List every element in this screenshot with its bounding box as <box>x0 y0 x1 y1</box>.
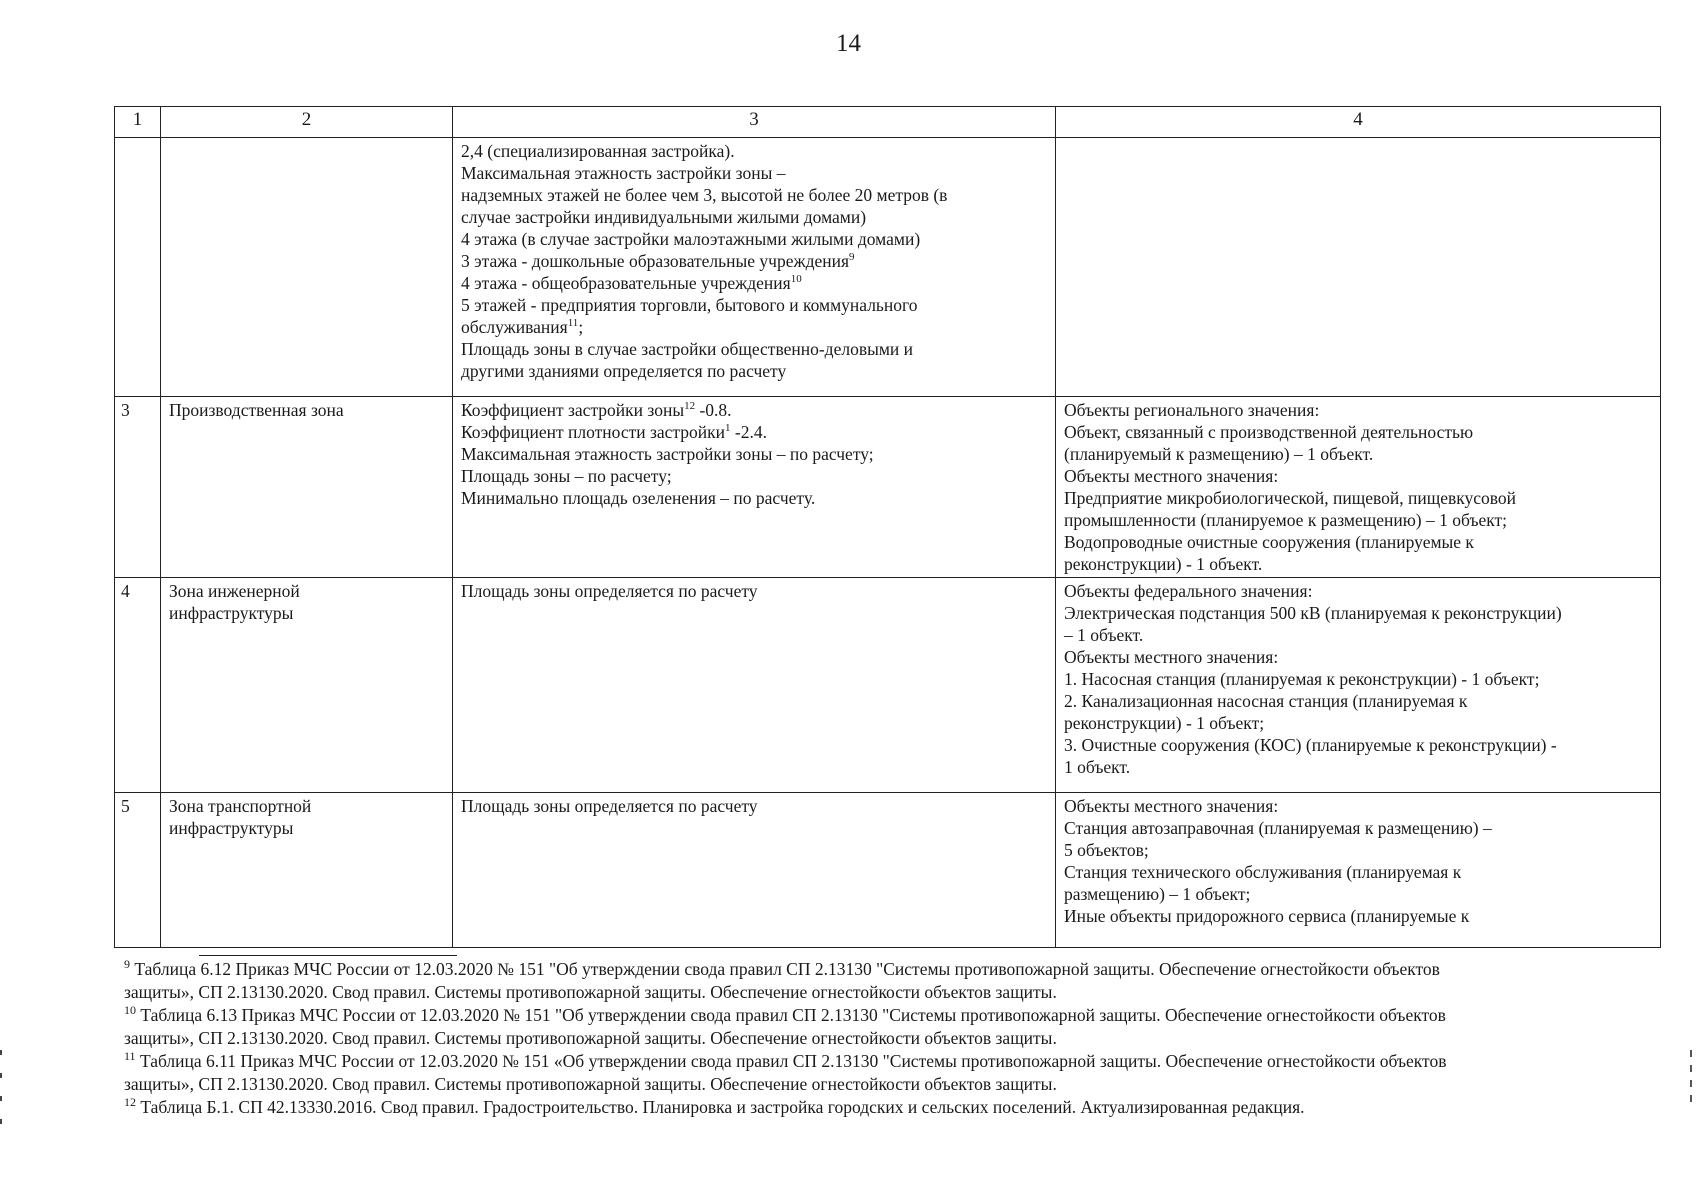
text-line: Минимально площадь озеленения – по расчету. <box>461 488 816 508</box>
text-line: Производственная зона <box>169 400 344 420</box>
footnote-line: защиты», СП 2.13130.2020. Свод правил. Системы противопожарной защиты. Обеспечение огнестойкости объектов защиты. <box>124 982 1057 1002</box>
zone-parameters-cell <box>453 397 1056 578</box>
footnote-line: $^9$ Таблица 6.12 Приказ МЧС России от 12.03.2020 № 151 "Об утверждении свода правил СП 2.13130 "Системы противопожарной защиты. Обеспечение огнестойкости объектов <box>124 957 1440 979</box>
text-line: 3 этажа - дошкольные образовательные учреждения$^9$ <box>461 251 855 271</box>
footnote-line: защиты», СП 2.13130.2020. Свод правил. Системы противопожарной защиты. Обеспечение огнестойкости объектов защиты. <box>124 1074 1057 1094</box>
zone-name-cell <box>161 578 453 793</box>
footnote-reference: 10 <box>790 273 802 286</box>
footnote-separator <box>199 955 457 956</box>
text-line: Объекты местного значения: <box>1064 466 1279 486</box>
planned-objects-cell <box>1056 397 1661 578</box>
footnote-line: защиты», СП 2.13130.2020. Свод правил. Системы противопожарной защиты. Обеспечение огнестойкости объектов защиты. <box>124 1028 1057 1048</box>
text-line: Площадь зоны определяется по расчету <box>461 796 758 816</box>
table-row <box>115 397 1661 578</box>
text-line: обслуживания$^{11}$; <box>461 317 584 337</box>
text-line: 5 этажей - предприятия торговли, бытового и коммунального <box>461 295 918 315</box>
text-line: Площадь зоны определяется по расчету <box>461 581 758 601</box>
text-line: 5 объектов; <box>1064 840 1149 860</box>
text-line: Площадь зоны – по расчету; <box>461 466 672 486</box>
text-line: Зона транспортной <box>169 796 312 816</box>
page-number: 14 <box>836 30 861 57</box>
table-header-row <box>115 107 1661 138</box>
text-line: инфраструктуры <box>169 818 294 838</box>
text-line: Максимальная этажность застройки зоны – по расчету; <box>461 444 874 464</box>
table-row <box>115 793 1661 948</box>
text-line: другими зданиями определяется по расчету <box>461 361 787 381</box>
zone-parameters-cell <box>453 138 1056 397</box>
text-line: Объекты местного значения: <box>1064 647 1279 667</box>
footnote-reference: 12 <box>684 400 696 413</box>
text-line: Станция технического обслуживания (планируемая к <box>1064 862 1462 882</box>
header-cell: 1 <box>115 107 161 138</box>
header-cell: 2 <box>161 107 453 138</box>
text-line: Зона инженерной <box>169 581 300 601</box>
text-line: Площадь зоны в случае застройки общественно-деловыми и <box>461 339 914 359</box>
text-line: 1. Насосная станция (планируемая к реконструкции) - 1 объект; <box>1064 669 1540 689</box>
text-line: Коэффициент плотности застройки$^1$ -2.4. <box>461 422 767 442</box>
header-cell: 3 <box>453 107 1056 138</box>
footnote-item <box>124 1050 1664 1096</box>
text-line: промышленности (планируемое к размещению) – 1 объект; <box>1064 510 1508 530</box>
footnote-item <box>124 958 1664 1004</box>
footnote-reference: 11 <box>567 317 579 330</box>
footnote-line: $^{11}$ Таблица 6.11 Приказ МЧС России от 12.03.2020 № 151 «Об утверждении свода правил СП 2.13130 "Системы противопожарной защиты. Обеспечение огнестойкости объектов <box>124 1049 1447 1071</box>
planned-objects-cell <box>1056 578 1661 793</box>
zone-name-cell <box>161 397 453 578</box>
zone-name-cell <box>161 793 453 948</box>
text-line: 4 этажа - общеобразовательные учреждения$^{10}$ <box>461 273 802 293</box>
text-line: Водопроводные очистные сооружения (планируемые к <box>1064 532 1474 552</box>
text-line: надземных этажей не более чем 3, высотой не более 20 метров (в <box>461 185 948 205</box>
footnote-item <box>124 1096 1664 1119</box>
zone-parameters-cell <box>453 793 1056 948</box>
row-number-cell: 3 <box>115 397 161 578</box>
footnote-mark: 9 <box>124 957 130 972</box>
text-line: Объекты федерального значения: <box>1064 581 1313 601</box>
text-line: Максимальная этажность застройки зоны – <box>461 163 786 183</box>
table-row <box>115 578 1661 793</box>
text-line: – 1 объект. <box>1064 625 1144 645</box>
row-number-cell: 4 <box>115 578 161 793</box>
text-line: реконструкции) - 1 объект; <box>1064 713 1265 733</box>
text-line: Иные объекты придорожного сервиса (планируемые к <box>1064 906 1470 926</box>
footnote-reference: 9 <box>849 251 855 264</box>
zone-name-cell <box>161 138 453 397</box>
footnote-item <box>124 1004 1664 1050</box>
footnote-mark: 10 <box>124 1003 136 1018</box>
text-line: реконструкции) - 1 объект. <box>1064 554 1263 574</box>
text-line: Объекты регионального значения: <box>1064 400 1320 420</box>
footnote-mark: 11 <box>124 1049 136 1064</box>
text-line: (планируемый к размещению) – 1 объект. <box>1064 444 1374 464</box>
planned-objects-cell <box>1056 138 1661 397</box>
zone-parameters-cell <box>453 578 1056 793</box>
footnote-line: $^{10}$ Таблица 6.13 Приказ МЧС России от 12.03.2020 № 151 "Об утверждении свода правил СП 2.13130 "Системы противопожарной защиты. Обеспечение огнестойкости объектов <box>124 1003 1446 1025</box>
footnotes <box>124 958 1664 1119</box>
planned-objects-cell <box>1056 793 1661 948</box>
row-number-cell: 5 <box>115 793 161 948</box>
footnote-mark: 12 <box>124 1095 136 1110</box>
text-line: 3. Очистные сооружения (КОС) (планируемые к реконструкции) - <box>1064 735 1557 755</box>
row-number-cell <box>115 138 161 397</box>
footnote-reference: 1 <box>725 422 731 435</box>
text-line: Коэффициент застройки зоны$^{12}$ -0.8. <box>461 400 732 420</box>
text-line: Предприятие микробиологической, пищевой, пищевкусовой <box>1064 488 1517 508</box>
text-line: Объект, связанный с производственной деятельностью <box>1064 422 1474 442</box>
left-margin-marks <box>0 1050 4 1180</box>
footnote-line: $^{12}$ Таблица Б.1. СП 42.13330.2016. Свод правил. Градостроительство. Планировка и застройка городских и сельских поселений. Актуализированная редакция. <box>124 1095 1305 1117</box>
text-line: размещению) – 1 объект; <box>1064 884 1251 904</box>
text-line: Электрическая подстанция 500 кВ (планируемая к реконструкции) <box>1064 603 1562 623</box>
table-row <box>115 138 1661 397</box>
text-line: 2. Канализационная насосная станция (планируемая к <box>1064 691 1468 711</box>
text-line: Объекты местного значения: <box>1064 796 1279 816</box>
text-line: 4 этажа (в случае застройки малоэтажными жилыми домами) <box>461 229 921 249</box>
text-line: 1 объект. <box>1064 757 1131 777</box>
right-margin-marks <box>1690 1050 1694 1110</box>
text-line: 2,4 (специализированная застройка). <box>461 141 735 161</box>
text-line: случае застройки индивидуальными жилыми домами) <box>461 207 867 227</box>
header-cell: 4 <box>1056 107 1661 138</box>
text-line: инфраструктуры <box>169 603 294 623</box>
zones-table <box>114 106 1661 948</box>
text-line: Станция автозаправочная (планируемая к размещению) – <box>1064 818 1492 838</box>
